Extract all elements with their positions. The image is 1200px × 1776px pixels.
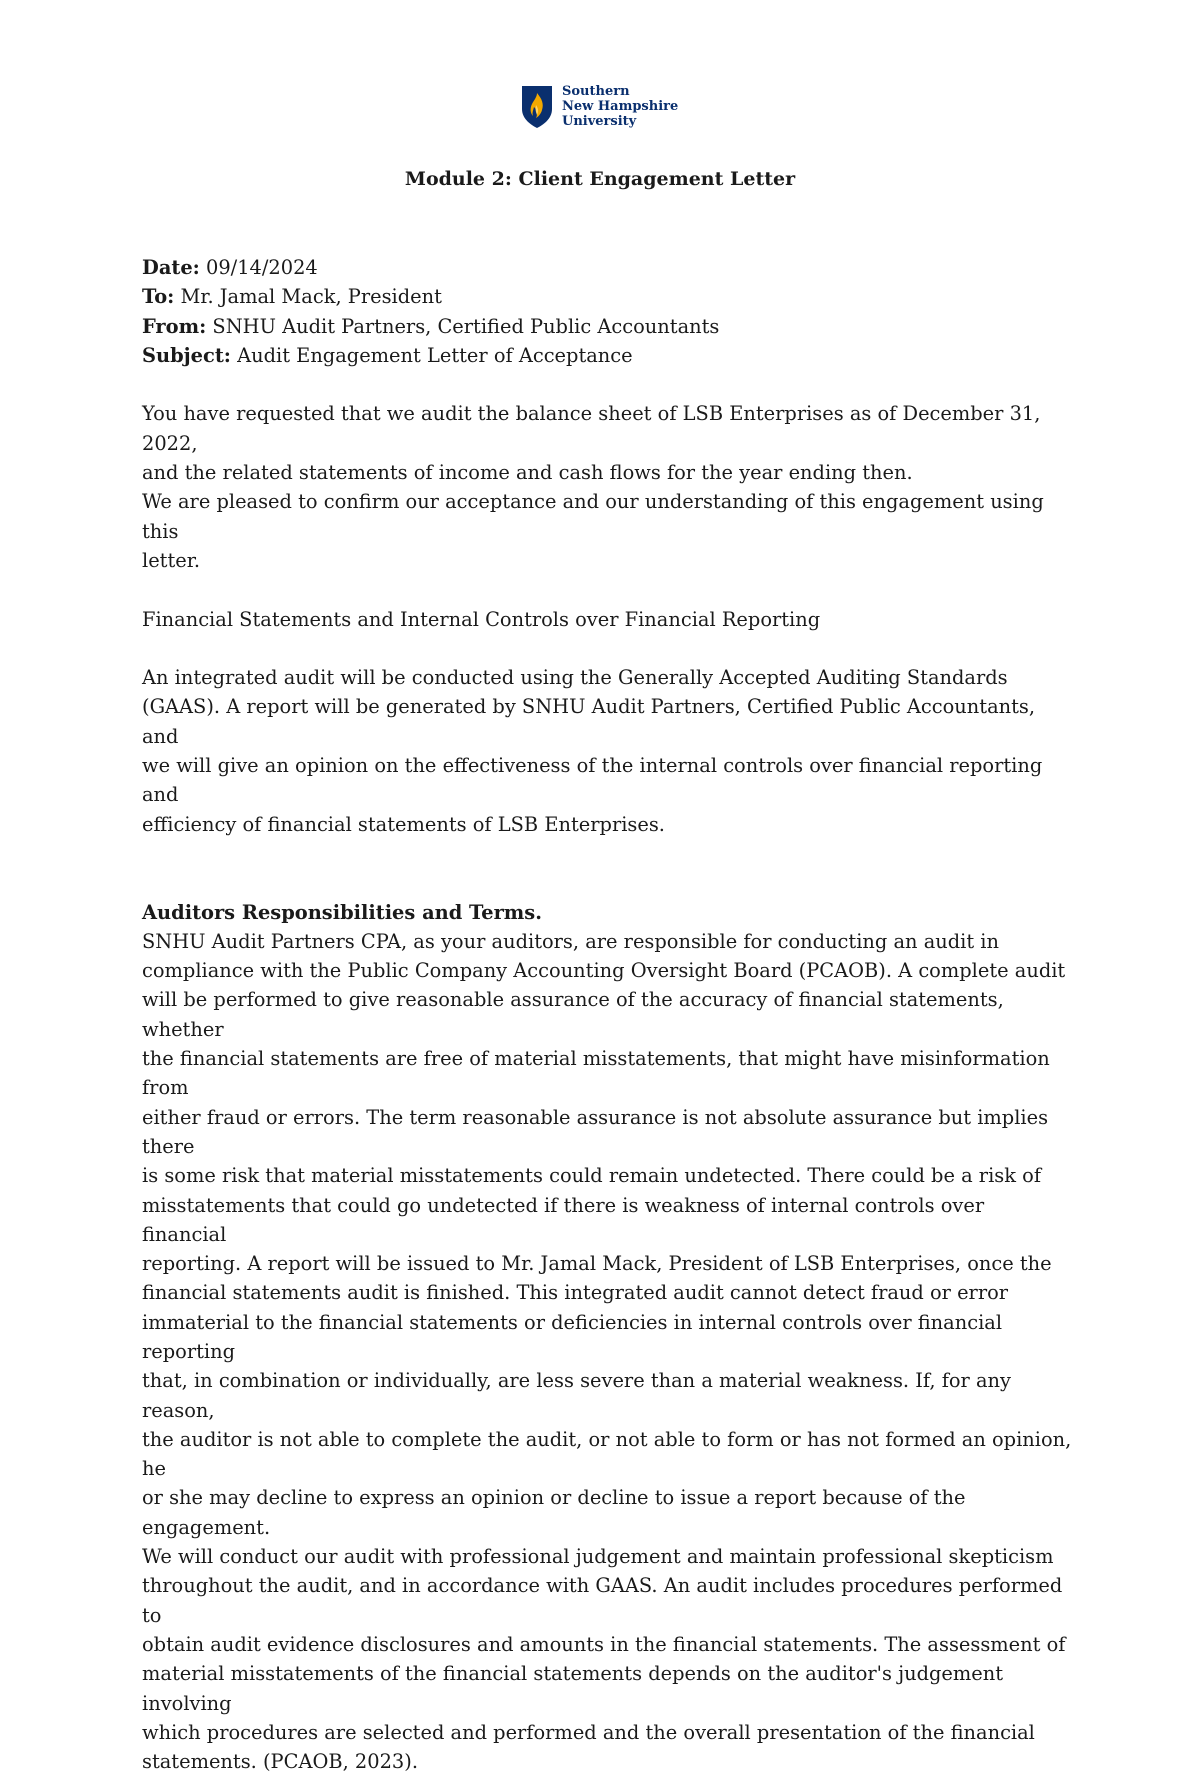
section-2-line: either fraud or errors. The term reasonable assurance is not absolute assurance but implies there: [142, 1105, 1049, 1158]
shield-flame-icon: [521, 85, 553, 129]
subject-label: Subject:: [142, 343, 231, 367]
section-1-line: An integrated audit will be conducted using the Generally Accepted Auditing Standards: [142, 666, 1008, 690]
memo-date: [142, 253, 1072, 282]
section-2-line: financial statements audit is finished. This integrated audit cannot detect fraud or error: [142, 1281, 1009, 1305]
section-2-line: material misstatements of the financial statements depends on the auditor's judgement involving: [142, 1662, 1004, 1715]
section-2-line: compliance with the Public Company Accounting Oversight Board (PCAOB). A complete audit: [142, 959, 1066, 983]
to-label: To:: [142, 285, 175, 309]
to-value: Mr. Jamal Mack, President: [174, 285, 442, 309]
section-1-line: efficiency of financial statements of LSB Enterprises.: [142, 812, 665, 836]
intro-line: and the related statements of income and cash flows for the year ending then.: [142, 461, 913, 485]
section-1-line: (GAAS). A report will be generated by SNHU Audit Partners, Certified Public Accountants, and: [142, 695, 1036, 748]
memo-to: [142, 282, 1072, 311]
section-1-line: we will give an opinion on the effectiveness of the internal controls over financial reporting and: [142, 754, 1043, 807]
section-2-line: the auditor is not able to complete the audit, or not able to form or has not formed an opinion, he: [142, 1427, 1072, 1481]
intro-line: You have requested that we audit the balance sheet of LSB Enterprises as of December 31, 2022,: [142, 402, 1041, 455]
from-value: SNHU Audit Partners, Certified Public Accountants: [206, 314, 720, 338]
section-2-line: throughout the audit, and in accordance with GAAS. An audit includes procedures performed to: [142, 1574, 1063, 1627]
section-2-line: will be performed to give reasonable assurance of the accuracy of financial statements, whether: [142, 988, 1004, 1041]
letter-body: [142, 253, 1072, 1776]
section-2-line: statements. (PCAOB, 2023).: [142, 1750, 418, 1774]
section-2-line: that, in combination or individually, are less severe than a material weakness. If, for any reason,: [142, 1369, 1011, 1422]
subject-value: Audit Engagement Letter of Acceptance: [230, 343, 633, 367]
memo-subject: [142, 341, 1072, 370]
memo-from: [142, 312, 1072, 341]
logo-line-1: Southern: [562, 84, 630, 99]
section-2-line: immaterial to the financial statements or deficiencies in internal controls over financial reporting: [142, 1310, 1003, 1363]
section-2-line: the financial statements are free of material misstatements, that might have misinformation from: [142, 1047, 1050, 1100]
from-label: From:: [142, 314, 207, 338]
section-1-heading: Financial Statements and Internal Controls over Financial Reporting: [142, 607, 821, 631]
document-title: Module 2: Client Engagement Letter: [404, 168, 796, 190]
section-2-line: misstatements that could go undetected if there is weakness of internal controls over financial: [142, 1193, 985, 1246]
section-2-line: SNHU Audit Partners CPA, as your auditors, are responsible for conducting an audit in: [142, 929, 1000, 953]
logo-line-2: New Hampshire: [562, 99, 679, 114]
section-2-line: We will conduct our audit with professional judgement and maintain professional skepticism: [142, 1545, 1054, 1569]
section-2-line: which procedures are selected and performed and the overall presentation of the financial: [142, 1720, 1035, 1744]
date-label: Date:: [142, 256, 200, 279]
section-2-line: or she may decline to express an opinion or decline to issue a report because of the engagement.: [142, 1486, 966, 1539]
section-2-line: obtain audit evidence disclosures and amounts in the financial statements. The assessment of: [142, 1632, 1066, 1656]
intro-line: We are pleased to confirm our acceptance and our understanding of this engagement using this: [142, 490, 1044, 543]
intro-line: letter.: [142, 548, 201, 572]
section-2-heading: Auditors Responsibilities and Terms.: [142, 900, 542, 924]
date-value: 09/14/2024: [199, 256, 318, 279]
university-logo: [521, 84, 678, 129]
section-2-line: is some risk that material misstatements could remain undetected. There could be a risk of: [142, 1164, 1041, 1188]
logo-line-3: University: [562, 114, 637, 129]
section-2-line: reporting. A report will be issued to Mr. Jamal Mack, President of LSB Enterprises, once the: [142, 1252, 1052, 1276]
logo-wordmark: [562, 84, 678, 129]
